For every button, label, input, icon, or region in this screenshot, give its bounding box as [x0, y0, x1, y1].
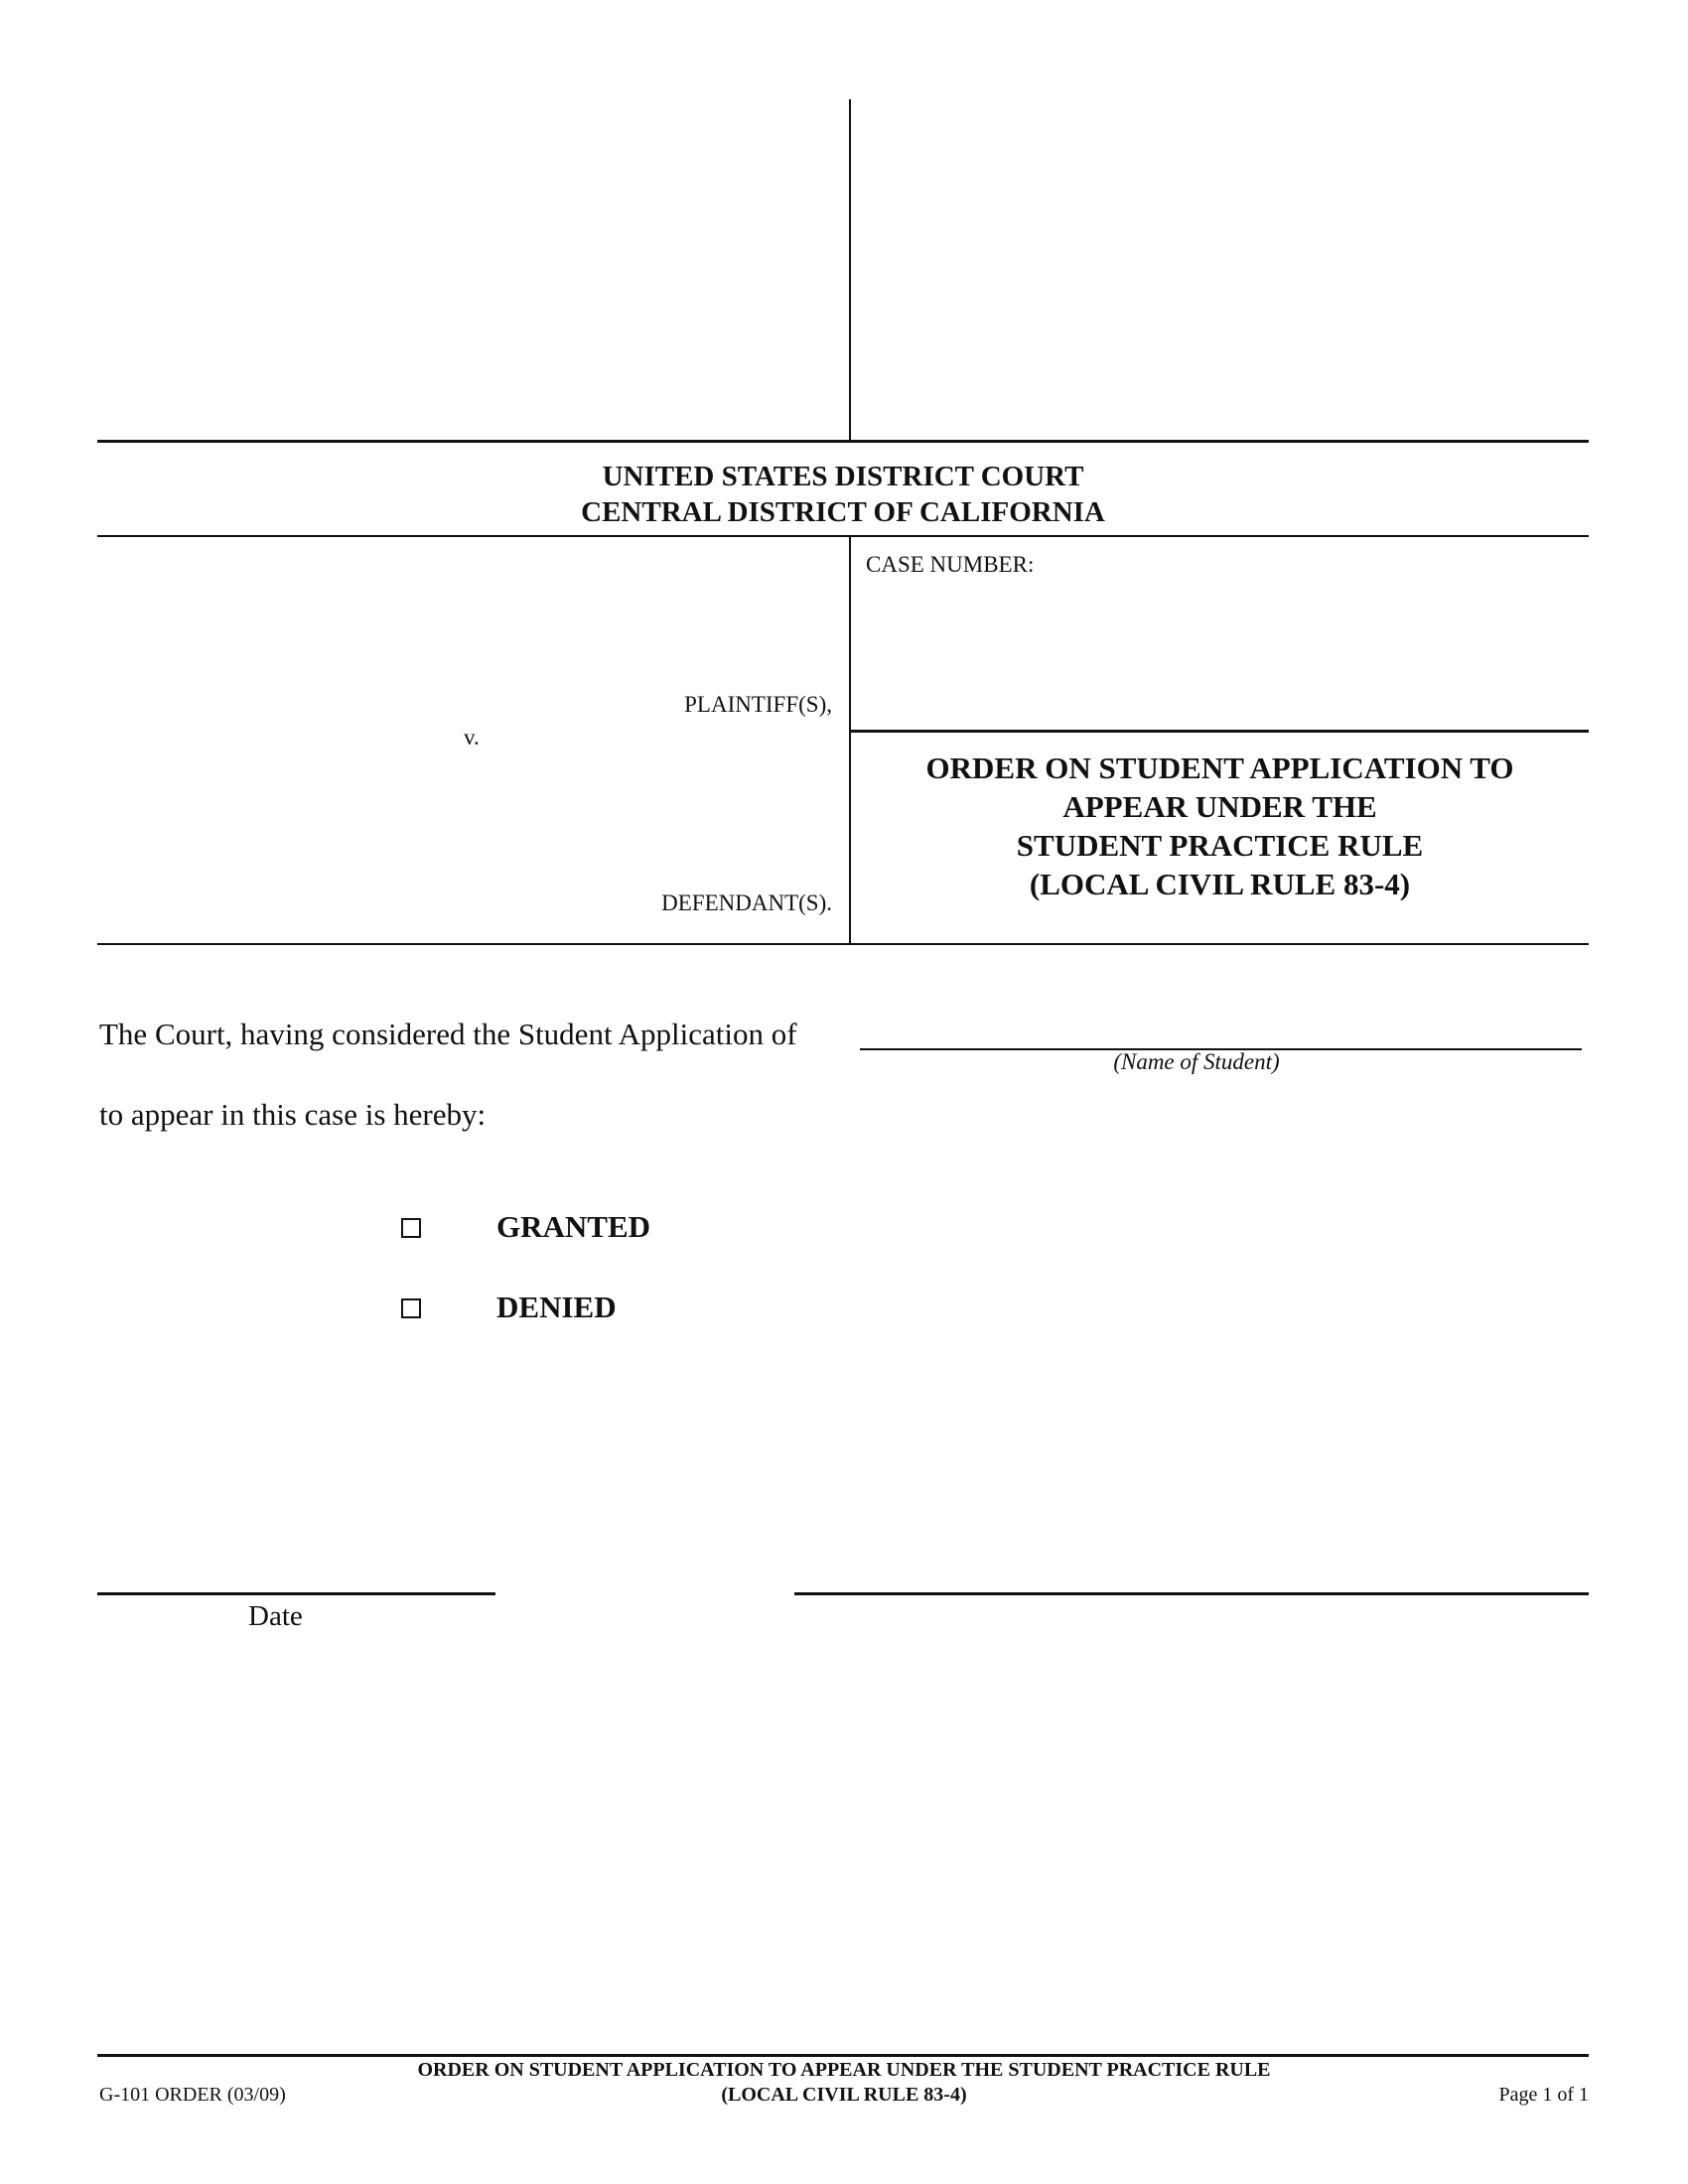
court-name-line1: UNITED STATES DISTRICT COURT: [602, 461, 1084, 492]
footer-rule: [97, 2054, 1589, 2057]
court-name-line2: CENTRAL DISTRICT OF CALIFORNIA: [581, 496, 1105, 528]
case-number-bottom-rule: [849, 730, 1589, 733]
denied-label: DENIED: [496, 1290, 617, 1324]
defendant-label: DEFENDANT(S).: [661, 890, 832, 915]
header-top-rule: [97, 440, 1589, 443]
student-name-caption: (Name of Student): [1113, 1049, 1280, 1074]
granted-checkbox[interactable]: [401, 1218, 421, 1238]
order-title-line4: (LOCAL CIVIL RULE 83-4): [1029, 867, 1411, 901]
versus-label: v.: [464, 725, 480, 750]
order-title-line2: APPEAR UNDER THE: [1062, 789, 1377, 824]
granted-label: GRANTED: [496, 1209, 651, 1244]
caption-top-rule: [97, 535, 1589, 537]
date-line: [97, 1592, 495, 1595]
top-vertical-divider: [849, 99, 851, 442]
plaintiff-name-field[interactable]: [109, 556, 824, 675]
plaintiff-label: PLAINTIFF(S),: [684, 692, 832, 717]
order-continuation-text: to appear in this case is hereby:: [99, 1097, 487, 1132]
judge-signature-field[interactable]: [796, 1559, 1589, 1592]
court-name: [97, 459, 1589, 530]
defendant-name-field[interactable]: [109, 769, 824, 879]
order-title-line3: STUDENT PRACTICE RULE: [1016, 828, 1424, 863]
case-number-label: CASE NUMBER:: [866, 552, 1035, 577]
form-id: G-101 ORDER (03/09): [99, 2084, 286, 2106]
footer-title: [298, 2058, 1390, 2108]
date-field[interactable]: [99, 1559, 494, 1592]
footer-title-line1: ORDER ON STUDENT APPLICATION TO APPEAR UNDER THE STUDENT PRACTICE RULE: [417, 2059, 1271, 2081]
order-title: [851, 749, 1589, 903]
denied-checkbox[interactable]: [401, 1298, 421, 1318]
footer-title-line2: (LOCAL CIVIL RULE 83-4): [721, 2084, 967, 2106]
order-title-line1: ORDER ON STUDENT APPLICATION TO: [925, 751, 1514, 785]
case-number-field[interactable]: [866, 596, 1561, 705]
caption-bottom-rule: [97, 943, 1589, 945]
date-label: Date: [248, 1600, 303, 1632]
judge-signature-line: [794, 1592, 1589, 1595]
page-number: Page 1 of 1: [1498, 2084, 1589, 2106]
order-intro-text: The Court, having considered the Student Application of: [99, 1017, 797, 1051]
student-name-field[interactable]: [860, 1015, 1579, 1048]
